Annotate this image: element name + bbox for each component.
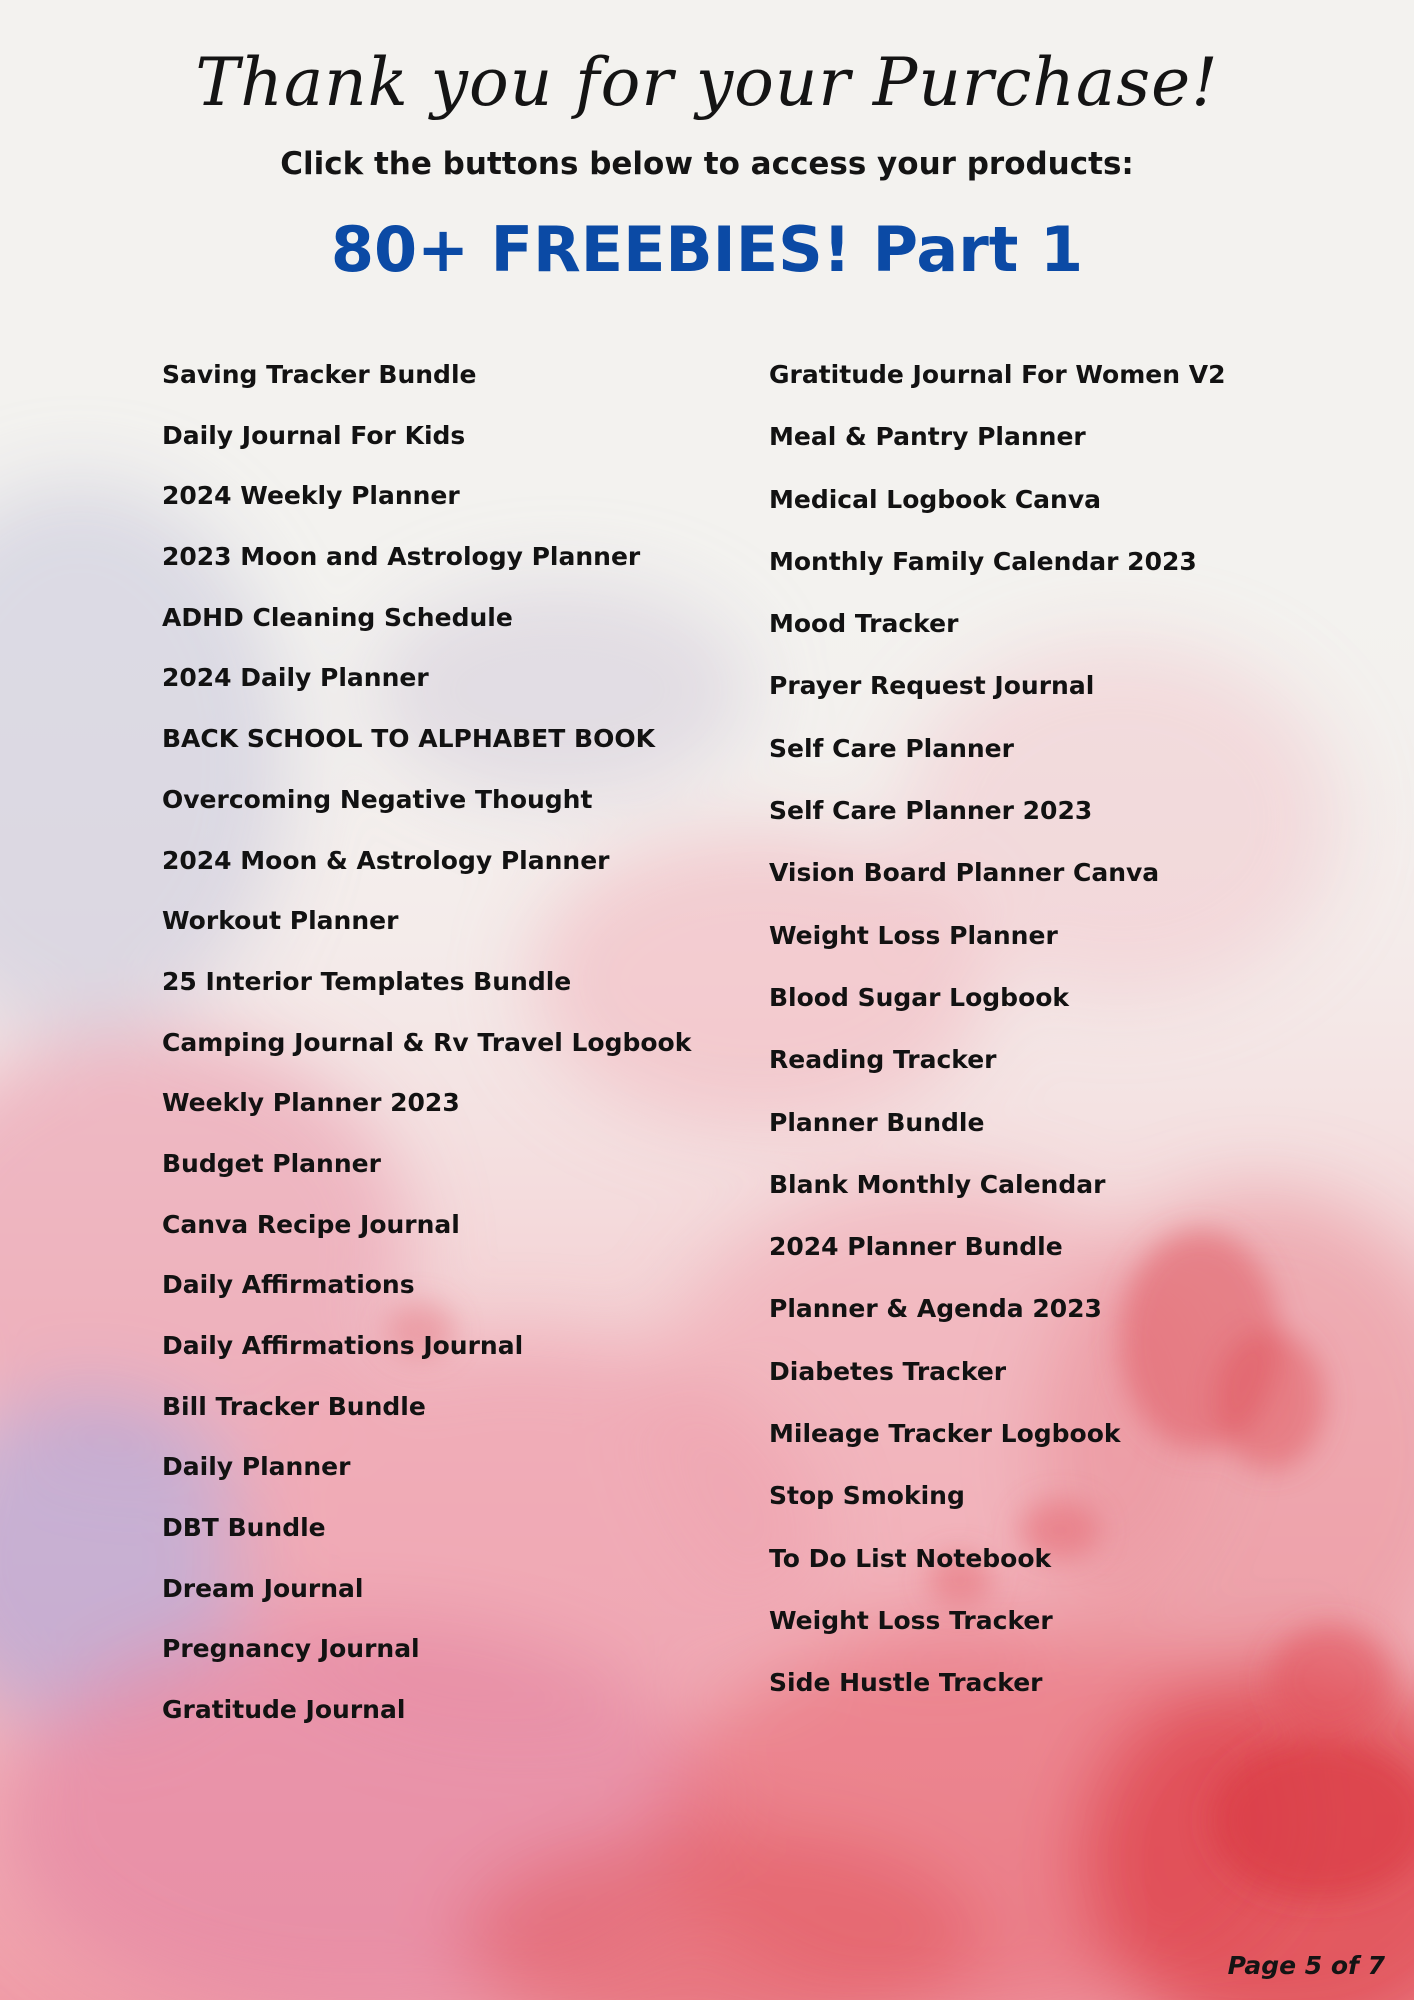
product-link[interactable]: Budget Planner bbox=[162, 1148, 381, 1178]
product-link[interactable]: Self Care Planner 2023 bbox=[769, 796, 1093, 826]
product-link[interactable]: 2024 Planner Bundle bbox=[769, 1232, 1063, 1262]
thank-you-heading: Thank you for your Purchase! bbox=[195, 44, 1219, 121]
product-link[interactable]: Dream Journal bbox=[162, 1573, 364, 1603]
page-number: Page 5 of 7 bbox=[1227, 1951, 1385, 1980]
product-link[interactable]: Mood Tracker bbox=[769, 609, 959, 639]
product-link[interactable]: Bill Tracker Bundle bbox=[162, 1391, 426, 1421]
product-link[interactable]: Daily Journal For Kids bbox=[162, 420, 466, 450]
product-link[interactable]: ADHD Cleaning Schedule bbox=[162, 602, 513, 632]
product-link[interactable]: Saving Tracker Bundle bbox=[162, 360, 477, 389]
product-link[interactable]: Weekly Planner 2023 bbox=[162, 1088, 460, 1118]
product-link[interactable]: BACK SCHOOL TO ALPHABET BOOK bbox=[162, 724, 655, 754]
product-link[interactable]: Overcoming Negative Thought bbox=[162, 784, 593, 814]
product-link[interactable]: Planner Bundle bbox=[769, 1107, 985, 1137]
product-link[interactable]: To Do List Notebook bbox=[769, 1543, 1052, 1573]
product-link[interactable]: Weight Loss Tracker bbox=[769, 1605, 1053, 1635]
product-link[interactable]: 2024 Weekly Planner bbox=[162, 481, 460, 511]
product-link[interactable]: 2024 Daily Planner bbox=[162, 663, 429, 693]
product-link[interactable]: Mileage Tracker Logbook bbox=[769, 1419, 1121, 1449]
product-link[interactable]: Side Hustle Tracker bbox=[769, 1668, 1043, 1698]
product-link[interactable]: Daily Planner bbox=[162, 1452, 351, 1482]
product-link[interactable]: Monthly Family Calendar 2023 bbox=[769, 546, 1197, 576]
product-link[interactable]: DBT Bundle bbox=[162, 1513, 326, 1543]
product-link[interactable]: Daily Affirmations bbox=[162, 1270, 415, 1300]
product-link[interactable]: Camping Journal & Rv Travel Logbook bbox=[162, 1027, 692, 1057]
product-link[interactable]: Gratitude Journal bbox=[162, 1695, 406, 1725]
product-link[interactable]: Reading Tracker bbox=[769, 1045, 997, 1075]
product-link[interactable]: Vision Board Planner Canva bbox=[769, 858, 1160, 888]
product-link[interactable]: Canva Recipe Journal bbox=[162, 1209, 460, 1239]
product-link[interactable]: Blood Sugar Logbook bbox=[769, 982, 1070, 1012]
product-link[interactable]: Daily Affirmations Journal bbox=[162, 1331, 524, 1360]
product-link[interactable]: Weight Loss Planner bbox=[769, 920, 1058, 950]
product-link[interactable]: Gratitude Journal For Women V2 bbox=[769, 360, 1226, 389]
product-link[interactable]: Workout Planner bbox=[162, 906, 399, 936]
product-link[interactable]: Prayer Request Journal bbox=[769, 671, 1095, 701]
product-link[interactable]: Stop Smoking bbox=[769, 1481, 965, 1511]
product-link[interactable]: Pregnancy Journal bbox=[162, 1634, 420, 1664]
product-link[interactable]: Diabetes Tracker bbox=[769, 1356, 1007, 1386]
product-link[interactable]: Planner & Agenda 2023 bbox=[769, 1294, 1102, 1324]
product-link[interactable]: 2023 Moon and Astrology Planner bbox=[162, 542, 641, 572]
product-link[interactable]: 25 Interior Templates Bundle bbox=[162, 966, 572, 996]
product-link[interactable]: Blank Monthly Calendar bbox=[769, 1169, 1106, 1199]
freebies-headline: 80+ FREEBIES! Part 1 bbox=[330, 213, 1084, 286]
product-link[interactable]: Meal & Pantry Planner bbox=[769, 422, 1086, 452]
product-list-right bbox=[769, 360, 1225, 1731]
product-list-left bbox=[162, 360, 691, 1756]
product-link[interactable]: 2024 Moon & Astrology Planner bbox=[162, 845, 610, 875]
product-link[interactable]: Medical Logbook Canva bbox=[769, 484, 1102, 514]
product-link[interactable]: Self Care Planner bbox=[769, 733, 1014, 763]
instructions-subtitle: Click the buttons below to access your products: bbox=[280, 146, 1134, 182]
